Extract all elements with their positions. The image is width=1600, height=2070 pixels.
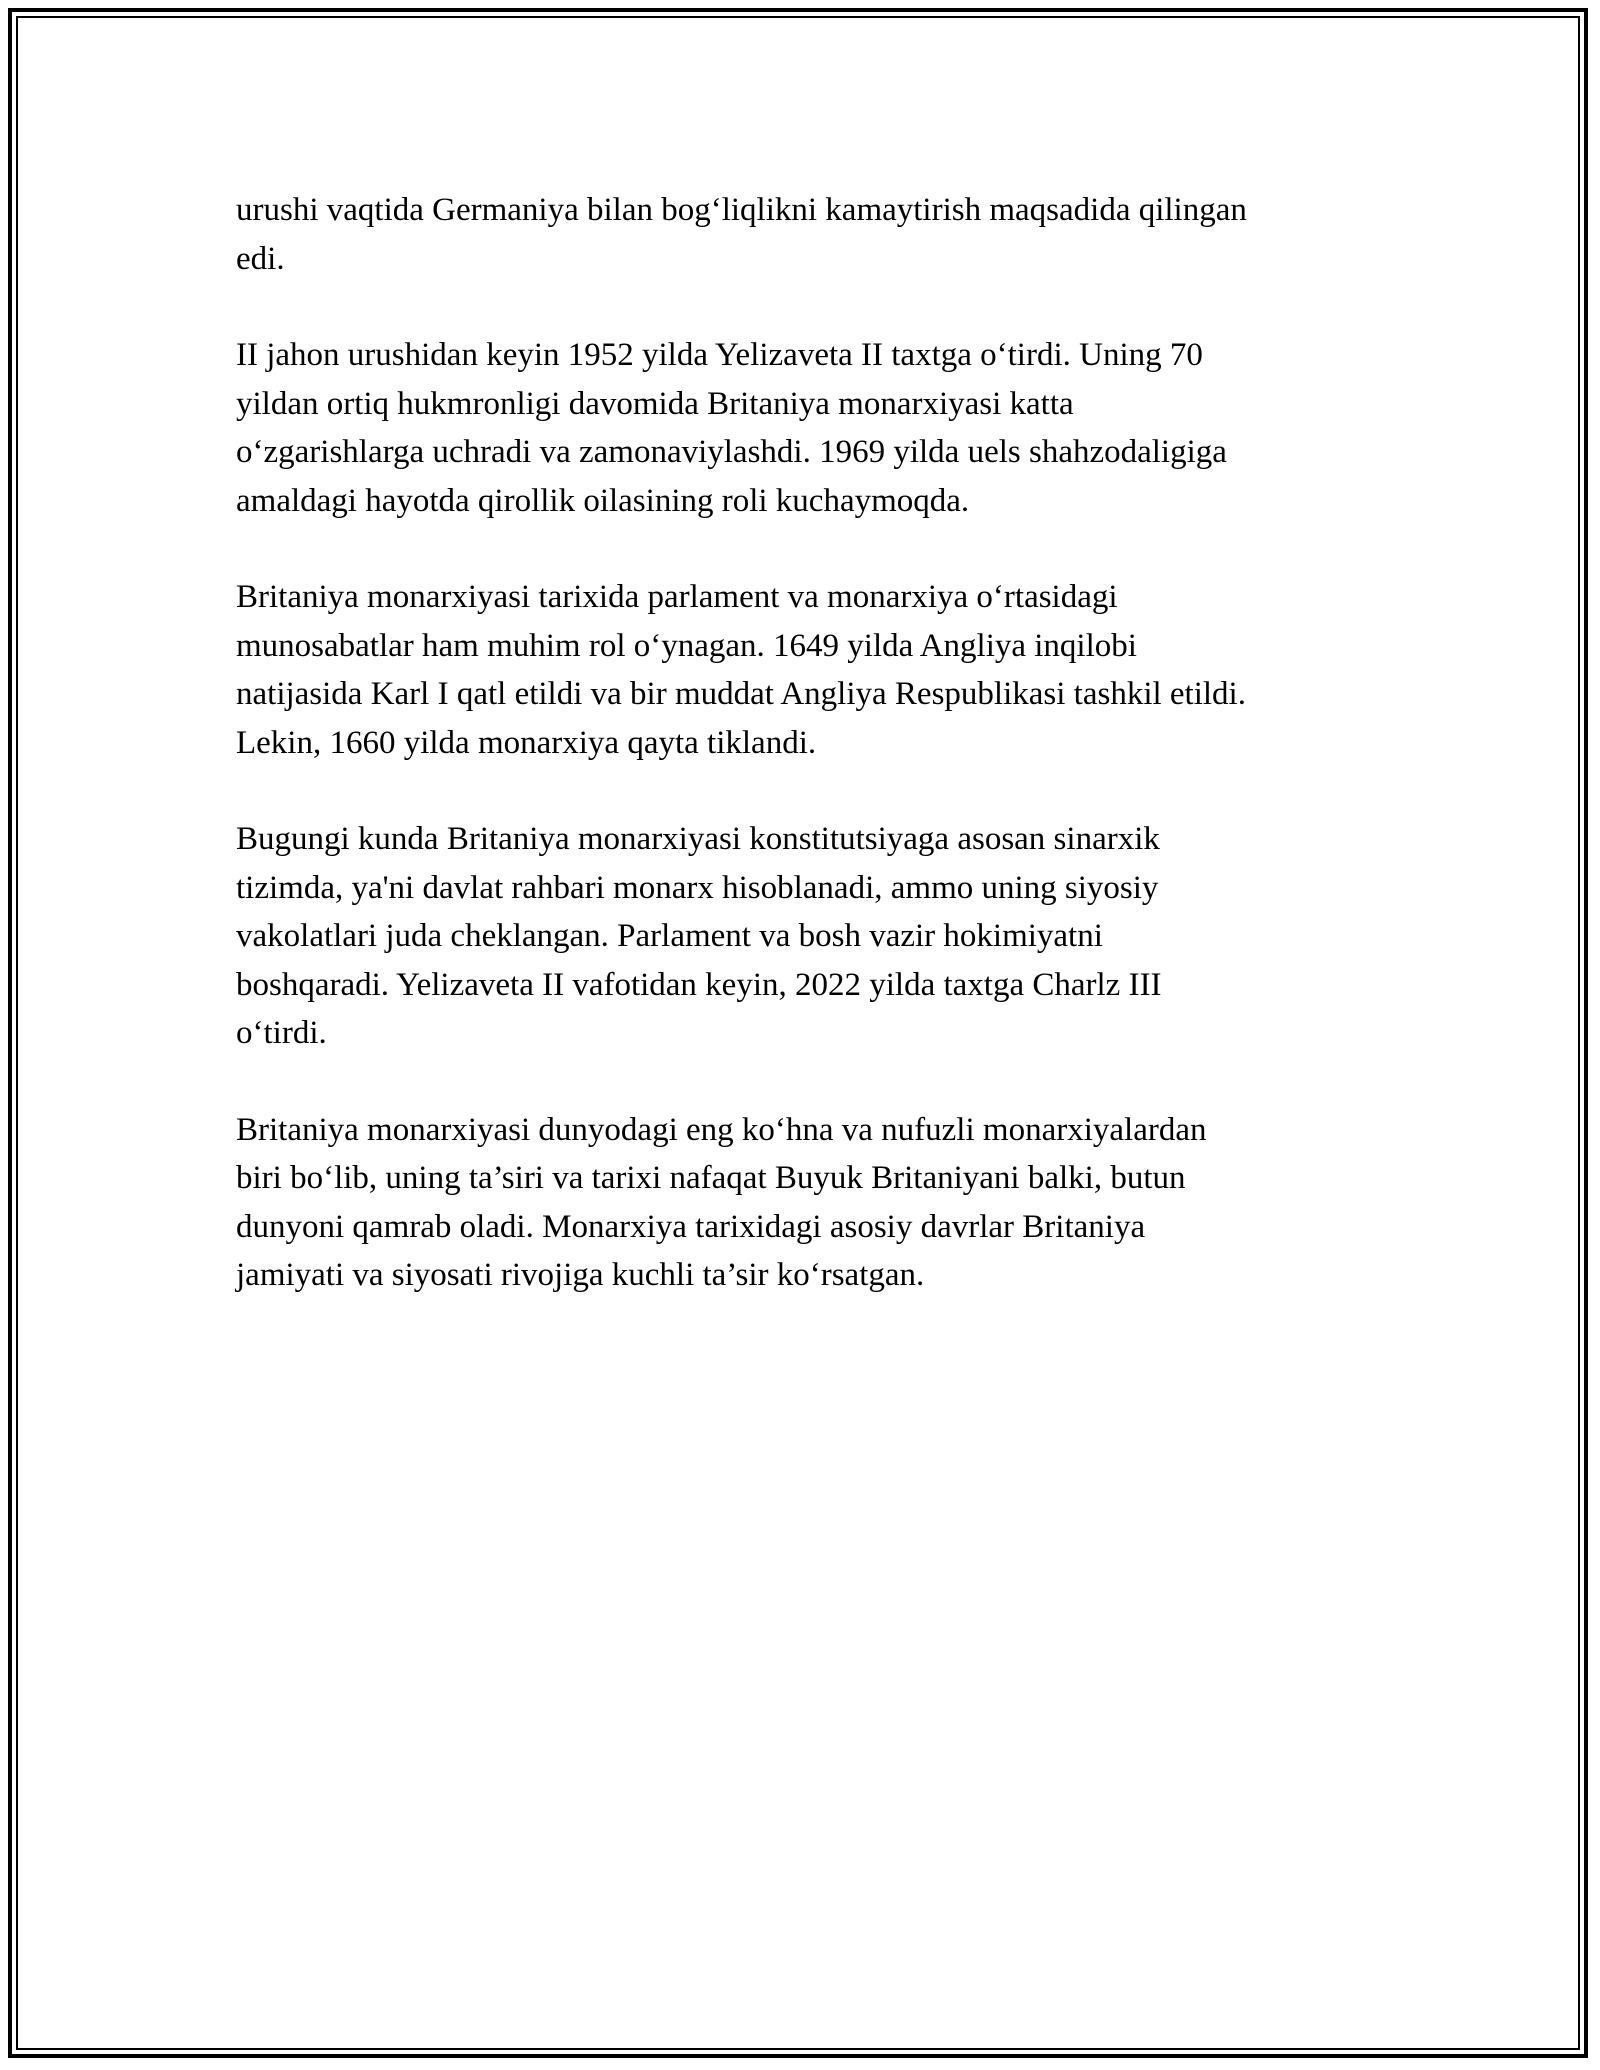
paragraph-4: Bugungi kunda Britaniya monarxiyasi konstitutsiyaga asosan sinarxik tizimda, ya'ni davlat rahbari monarx hisoblanadi, ammo uning siyosiy vakolatlari juda cheklangan. Parlament va bosh vazir hokimiyatni boshqaradi. Yelizaveta II vafotidan keyin, 2022 yilda taxtga Charlz III o‘tirdi. (236, 821, 1162, 1051)
paragraph-5: Britaniya monarxiyasi dunyodagi eng ko‘hna va nufuzli monarxiyalardan biri bo‘lib, uning ta’siri va tarixi nafaqat Buyuk Britaniyani balki, butun dunyoni qamrab oladi. Monarxiya tarixidagi asosiy davrlar Britaniya jamiyati va siyosati rivojiga kuchli ta’sir ko‘rsatgan. (236, 1111, 1207, 1293)
paragraph-1: urushi vaqtida Germaniya bilan bog‘liqlikni kamaytirish maqsadida qilingan edi. (236, 192, 1247, 277)
paragraph-3: Britaniya monarxiyasi tarixida parlament va monarxiya o‘rtasidagi munosabatlar ham muhim rol o‘ynagan. 1649 yilda Angliya inqilobi natijasida Karl I qatl etildi va bir muddat Angliya Respublikasi tashkil etildi. Lekin, 1660 yilda monarxiya qayta tiklandi. (236, 579, 1246, 761)
document-body (236, 186, 1376, 1348)
paragraph-2: II jahon urushidan keyin 1952 yilda Yelizaveta II taxtga o‘tirdi. Uning 70 yildan ortiq hukmronligi davomida Britaniya monarxiyasi katta o‘zgarishlarga uchradi va zamonaviylashdi. 1969 yilda uels shahzodaligiga amaldagi hayotda qirollik oilasining roli kuchaymoqda. (236, 337, 1227, 519)
